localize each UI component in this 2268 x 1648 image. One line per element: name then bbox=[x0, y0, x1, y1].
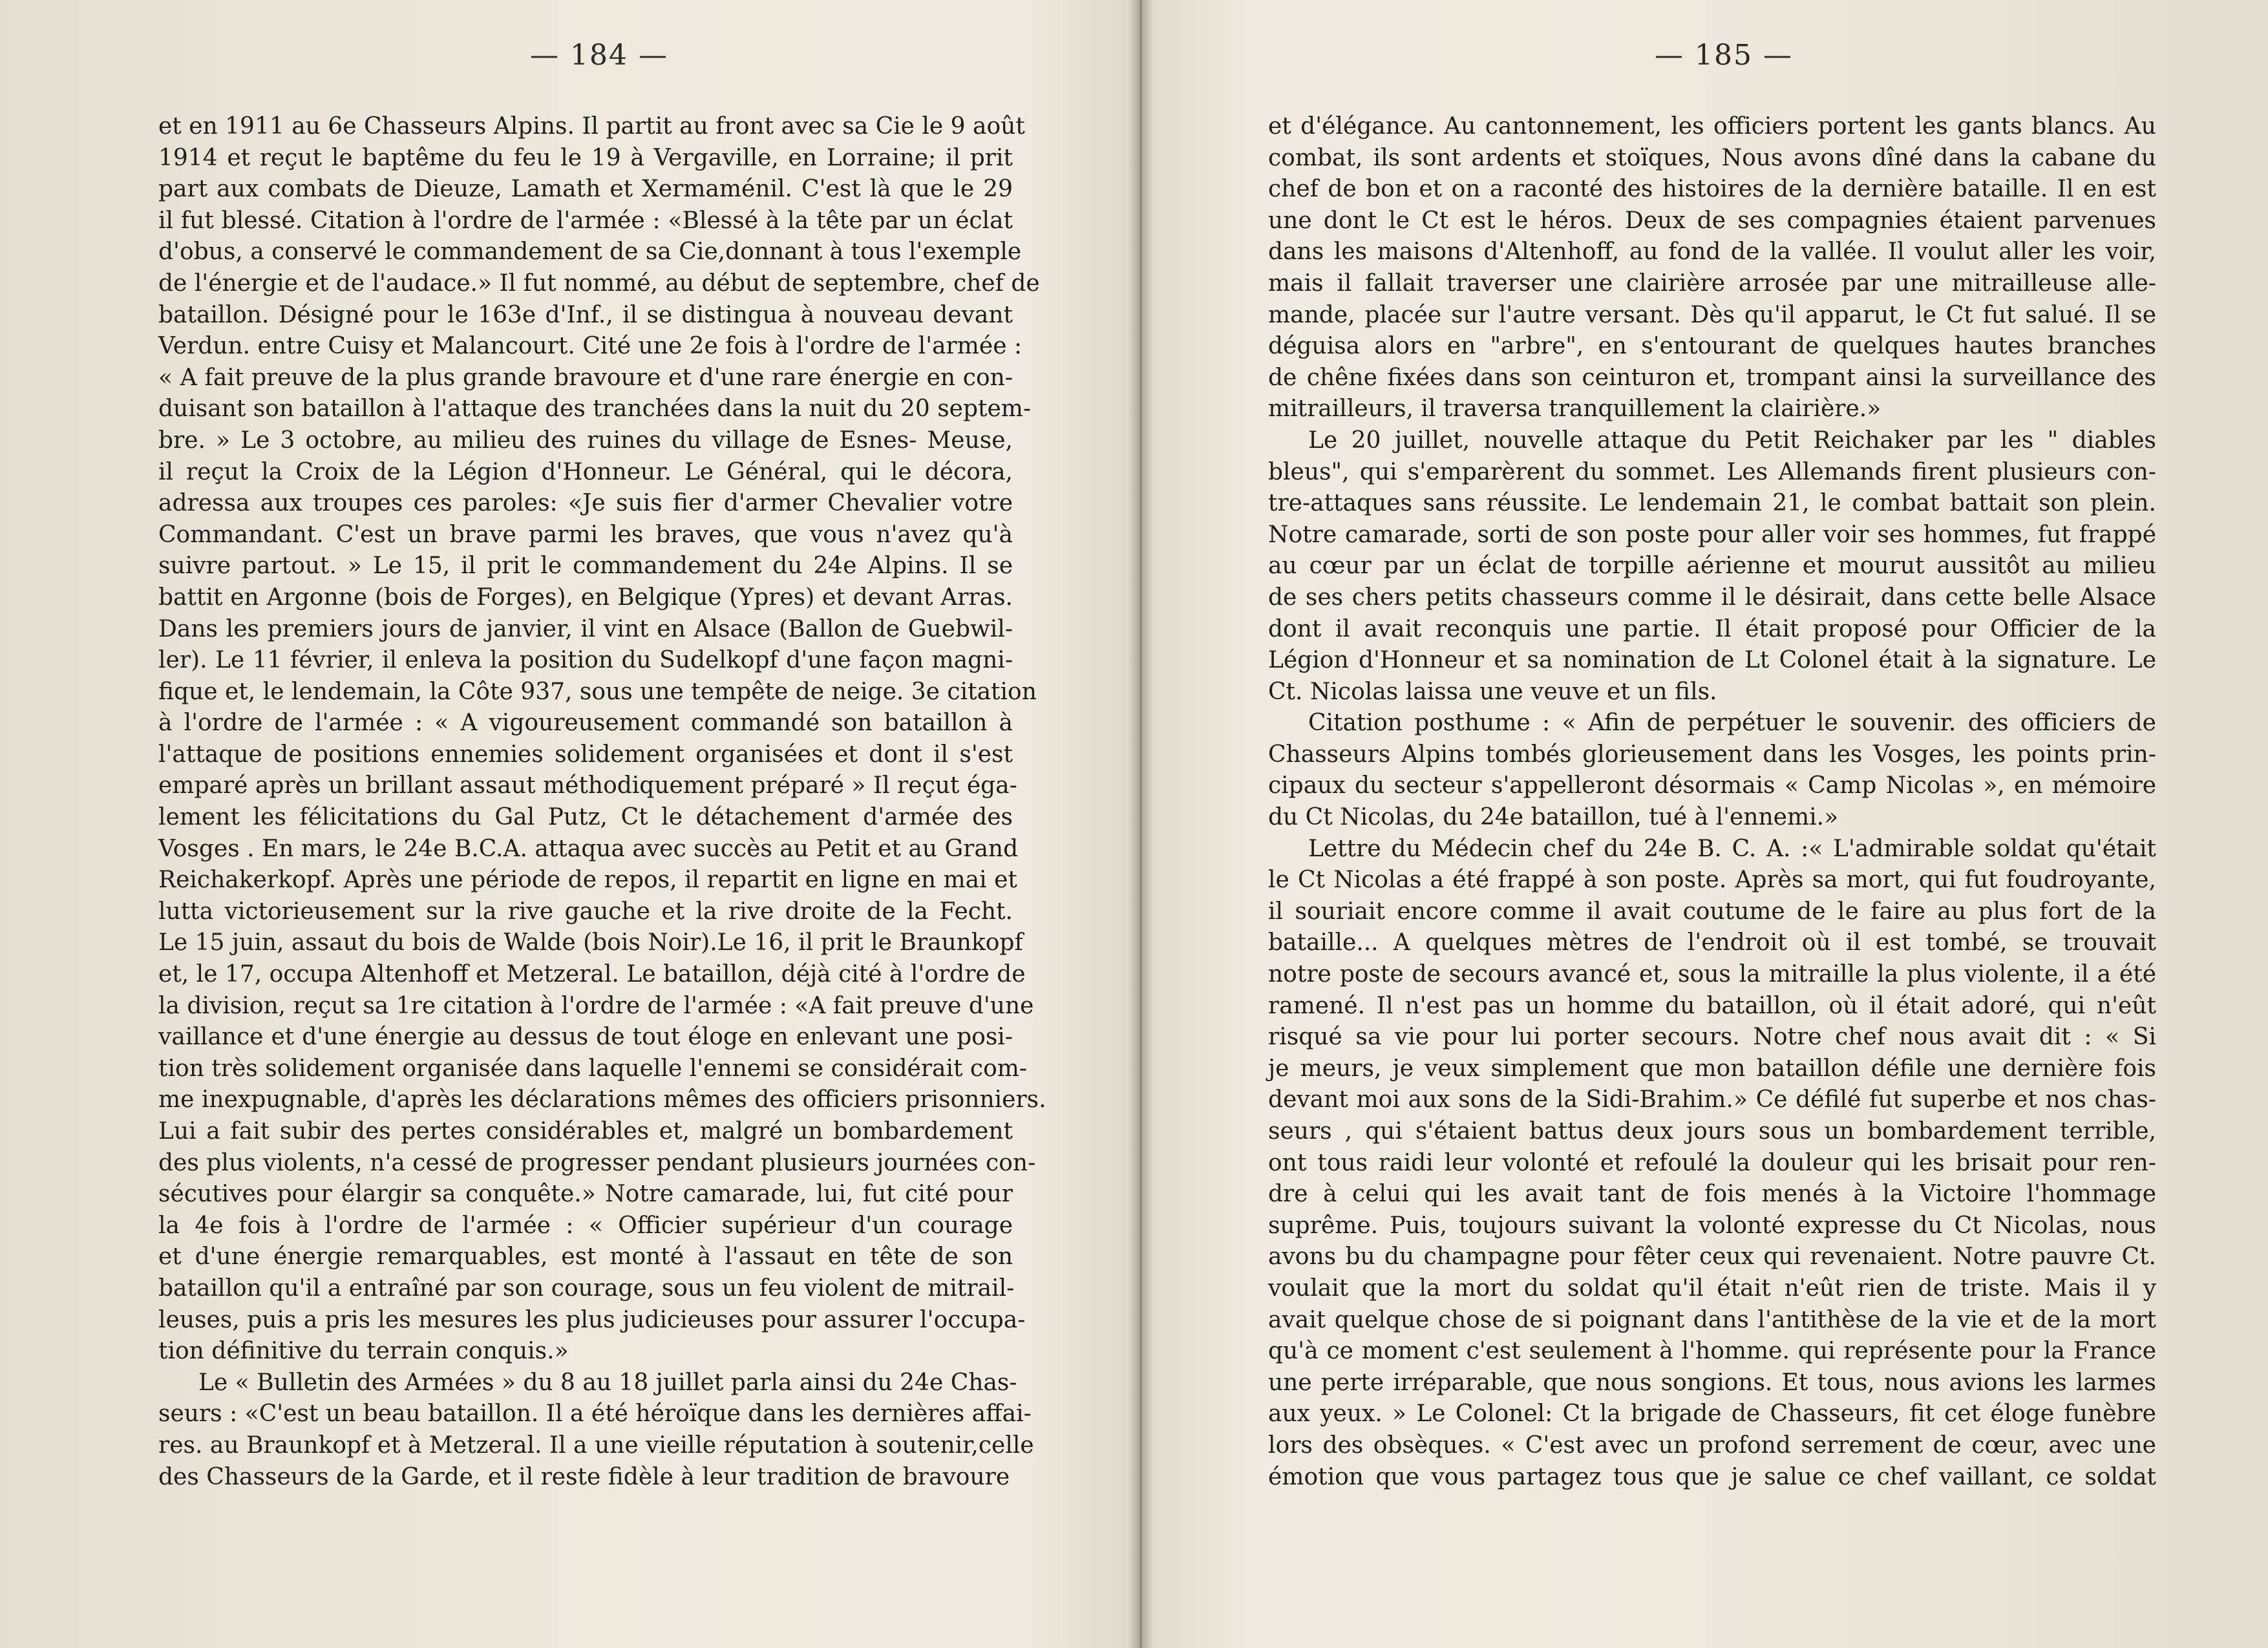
text-line: vaillance et d'une énergie au dessus de tout éloge en enlevant une posi- bbox=[158, 1024, 1013, 1051]
text-line: bataillon. Désigné pour le 163e d'Inf., il se distingua à nouveau devant bbox=[158, 301, 1013, 328]
text-line: seurs , qui s'étaient battus deux jours sous un bombardement terrible, bbox=[1268, 1118, 2156, 1145]
text-line: le Ct Nicolas a été frappé à son poste. Après sa mort, qui fut foudroyante, bbox=[1268, 867, 2156, 894]
text-line: et d'élégance. Au cantonnement, les officiers portent les gants blancs. Au bbox=[1268, 113, 2156, 140]
text-line: d'obus, a conservé le commandement de sa Cie,donnant à tous l'exemple bbox=[158, 238, 1022, 266]
text-line: lement les félicitations du Gal Putz, Ct le détachement d'armée des bbox=[158, 804, 1013, 831]
text-line: émotion que vous partagez tous que je salue ce chef vaillant, ce soldat bbox=[1268, 1463, 2156, 1490]
text-line: Verdun. entre Cuisy et Malancourt. Cité une 2e fois à l'ordre de l'armée : bbox=[158, 333, 1023, 360]
text-line: Commandant. C'est un brave parmi les braves, que vous n'avez qu'à bbox=[158, 521, 1013, 548]
text-line: Le 15 juin, assaut du bois de Walde (bois Noir).Le 16, il prit le Braunkopf bbox=[158, 929, 1023, 956]
text-line: dont il avait reconquis une partie. Il était proposé pour Officier de la bbox=[1268, 615, 2156, 642]
text-line: il souriait encore comme il avait coutume de le faire au plus fort de la bbox=[1268, 898, 2156, 925]
text-line: Notre camarade, sorti de son poste pour aller voir ses hommes, fut frappé bbox=[1268, 521, 2156, 548]
text-line: mande, placée sur l'autre versant. Dès qu'il apparut, le Ct fut salué. Il se bbox=[1268, 301, 2156, 328]
text-line: mais il fallait traverser une clairière arrosée par une mitrailleuse alle- bbox=[1268, 269, 2156, 297]
text-line: adressa aux troupes ces paroles: «Je suis fier d'armer Chevalier votre bbox=[158, 490, 1013, 517]
text-line: de ses chers petits chasseurs comme il le désirait, dans cette belle Alsace bbox=[1268, 584, 2156, 611]
text-line: avait quelque chose de si poignant dans l'antithèse de la vie et de la mort bbox=[1268, 1306, 2156, 1333]
text-line: mitrailleurs, il traversa tranquillement la clairière.» bbox=[1268, 396, 1881, 423]
text-line: Lettre du Médecin chef du 24e B. C. A. :« L'admirable soldat qu'était bbox=[1308, 835, 2156, 862]
text-line: aux yeux. » Le Colonel: Ct la brigade de Chasseurs, fit cet éloge funèbre bbox=[1268, 1400, 2156, 1428]
text-line: et d'une énergie remarquables, est monté à l'assaut en tête de son bbox=[158, 1243, 1013, 1271]
text-line: « A fait preuve de la plus grande bravoure et d'une rare énergie en con- bbox=[158, 364, 1013, 391]
text-line: la 4e fois à l'ordre de l'armée : « Officier supérieur d'un courage bbox=[158, 1212, 1013, 1239]
text-line: de l'énergie et de l'audace.» Il fut nommé, au début de septembre, chef de bbox=[158, 269, 1040, 297]
text-line: lors des obsèques. « C'est avec un profond serrement de cœur, avec une bbox=[1268, 1431, 2156, 1459]
text-line: emparé après un brillant assaut méthodiquement préparé » Il reçut éga- bbox=[158, 772, 1017, 799]
text-line: Le « Bulletin des Armées » du 8 au 18 juillet parla ainsi du 24e Chas- bbox=[198, 1369, 1017, 1396]
text-line: tion définitive du terrain conquis.» bbox=[158, 1338, 569, 1365]
left-page bbox=[0, 0, 1131, 1648]
text-line: une dont le Ct est le héros. Deux de ses compagnies étaient parvenues bbox=[1268, 207, 2156, 234]
text-line: une perte irréparable, que nous songions. Et tous, nous avions les larmes bbox=[1268, 1369, 2156, 1396]
text-line: risqué sa vie pour lui porter secours. Notre chef nous avait dit : « Si bbox=[1268, 1024, 2156, 1051]
text-line: et, le 17, occupa Altenhoff et Metzeral. Le bataillon, déjà cité à l'ordre de bbox=[158, 961, 1026, 988]
text-line: Dans les premiers jours de janvier, il vint en Alsace (Ballon de Guebwil- bbox=[158, 615, 1013, 642]
text-line: part aux combats de Dieuze, Lamath et Xermaménil. C'est là que le 29 bbox=[158, 176, 1013, 203]
page-number: — 184 — bbox=[530, 39, 668, 72]
right-page bbox=[1150, 0, 2268, 1648]
text-line: des Chasseurs de la Garde, et il reste fidèle à leur tradition de bravoure bbox=[158, 1463, 1010, 1490]
text-line: la division, reçut sa 1re citation à l'ordre de l'armée : «A fait preuve d'une bbox=[158, 992, 1034, 1019]
text-line: notre poste de secours avancé et, sous la mitraille la plus violente, il a été bbox=[1268, 961, 2156, 988]
text-line: Vosges . En mars, le 24e B.C.A. attaqua avec succès au Petit et au Grand bbox=[158, 835, 1019, 862]
text-line: seurs : «C'est un beau bataillon. Il a été héroïque dans les dernières affai- bbox=[158, 1400, 1032, 1428]
page-body bbox=[1268, 111, 2156, 1493]
text-line: ler). Le 11 février, il enleva la position du Sudelkopf d'une façon magni- bbox=[158, 647, 1013, 674]
text-line: du Ct Nicolas, du 24e bataillon, tué à l'ennemi.» bbox=[1268, 804, 1839, 831]
text-line: Reichakerkopf. Après une période de repos, il repartit en ligne en mai et bbox=[158, 867, 1017, 894]
text-line: cipaux du secteur s'appelleront désormais « Camp Nicolas », en mémoire bbox=[1268, 772, 2156, 799]
text-line: Légion d'Honneur et sa nomination de Lt Colonel était à la signature. Le bbox=[1268, 647, 2156, 674]
text-line: dre à celui qui les avait tant de fois menés à la Victoire l'hommage bbox=[1268, 1181, 2156, 1208]
text-line: bleus", qui s'emparèrent du sommet. Les Allemands firent plusieurs con- bbox=[1268, 458, 2156, 485]
text-line: voulait que la mort du soldat qu'il était n'eût rien de triste. Mais il y bbox=[1268, 1274, 2156, 1302]
text-line: suivre partout. » Le 15, il prit le commandement du 24e Alpins. Il se bbox=[158, 553, 1013, 580]
text-line: de chêne fixées dans son ceinturon et, trompant ainsi la surveillance des bbox=[1268, 364, 2156, 391]
text-line: Chasseurs Alpins tombés glorieusement dans les Vosges, les points prin- bbox=[1268, 741, 2156, 768]
text-line: combat, ils sont ardents et stoïques, Nous avons dîné dans la cabane du bbox=[1268, 144, 2156, 171]
text-line: ont tous raidi leur volonté et refoulé la douleur qui les brisait pour ren- bbox=[1268, 1149, 2156, 1176]
text-line: battit en Argonne (bois de Forges), en Belgique (Ypres) et devant Arras. bbox=[158, 584, 1013, 611]
text-line: avons bu du champagne pour fêter ceux qui revenaient. Notre pauvre Ct. bbox=[1268, 1243, 2156, 1271]
text-line: bataillon qu'il a entraîné par son courage, sous un feu violent de mitrail- bbox=[158, 1274, 1015, 1302]
text-line: au cœur par un éclat de torpille aérienne et mourut aussitôt au milieu bbox=[1268, 553, 2156, 580]
text-line: il fut blessé. Citation à l'ordre de l'armée : «Blessé à la tête par un éclat bbox=[158, 207, 1013, 234]
text-line: fique et, le lendemain, la Côte 937, sous une tempête de neige. 3e citation bbox=[158, 678, 1037, 705]
page-body bbox=[158, 111, 1046, 1493]
text-line: Le 20 juillet, nouvelle attaque du Petit Reichaker par les " diables bbox=[1308, 427, 2156, 454]
text-line: je meurs, je veux simplement que mon bataillon défile une dernière fois bbox=[1268, 1055, 2156, 1082]
text-line: chef de bon et on a raconté des histoires de la dernière bataille. Il en est bbox=[1268, 176, 2156, 203]
text-line: duisant son bataillon à l'attaque des tranchées dans la nuit du 20 septem- bbox=[158, 396, 1032, 423]
text-line: devant moi aux sons de la Sidi-Brahim.» Ce défilé fut superbe et nos chas- bbox=[1268, 1086, 2156, 1114]
text-line: me inexpugnable, d'après les déclarations mêmes des officiers prisonniers. bbox=[158, 1086, 1046, 1114]
text-line: Citation posthume : « Afin de perpétuer le souvenir. des officiers de bbox=[1308, 710, 2156, 737]
text-line: leuses, puis a pris les mesures les plus judicieuses pour assurer l'occupa- bbox=[158, 1306, 1026, 1333]
text-line: déguisa alors en "arbre", en s'entourant de quelques hautes branches bbox=[1268, 333, 2156, 360]
text-line: dans les maisons d'Altenhoff, au fond de la vallée. Il voulut aller les voir, bbox=[1268, 238, 2156, 266]
text-line: Lui a fait subir des pertes considérables et, malgré un bombardement bbox=[158, 1118, 1013, 1145]
text-line: lutta victorieusement sur la rive gauche et la rive droite de la Fecht. bbox=[158, 898, 1013, 925]
text-line: res. au Braunkopf et à Metzeral. Il a une vieille réputation à soutenir,celle bbox=[158, 1431, 1034, 1459]
text-line: sécutives pour élargir sa conquête.» Notre camarade, lui, fut cité pour bbox=[158, 1181, 1013, 1208]
text-line: des plus violents, n'a cessé de progresser pendant plusieurs journées con- bbox=[158, 1149, 1036, 1176]
text-line: suprême. Puis, toujours suivant la volonté expresse du Ct Nicolas, nous bbox=[1268, 1212, 2156, 1239]
text-line: bre. » Le 3 octobre, au milieu des ruines du village de Esnes- Meuse, bbox=[158, 427, 1013, 454]
book-gutter bbox=[1128, 0, 1154, 1648]
text-line: qu'à ce moment c'est seulement à l'homme. qui représente pour la France bbox=[1268, 1338, 2156, 1365]
text-line: ramené. Il n'est pas un homme du bataillon, où il était adoré, qui n'eût bbox=[1268, 992, 2156, 1019]
page-number: — 185 — bbox=[1655, 39, 1793, 72]
text-line: il reçut la Croix de la Légion d'Honneur. Le Général, qui le décora, bbox=[158, 458, 1013, 485]
text-line: 1914 et reçut le baptême du feu le 19 à Vergaville, en Lorraine; il prit bbox=[158, 144, 1013, 171]
text-line: Ct. Nicolas laissa une veuve et un fils. bbox=[1268, 678, 1717, 705]
text-line: à l'ordre de l'armée : « A vigoureusement commandé son bataillon à bbox=[158, 710, 1013, 737]
text-line: bataille... A quelques mètres de l'endroit où il est tombé, se trouvait bbox=[1268, 929, 2156, 956]
text-line: l'attaque de positions ennemies solidement organisées et dont il s'est bbox=[158, 741, 1013, 768]
text-line: tre-attaques sans réussite. Le lendemain 21, le combat battait son plein. bbox=[1268, 490, 2156, 517]
text-line: et en 1911 au 6e Chasseurs Alpins. Il partit au front avec sa Cie le 9 août bbox=[158, 113, 1025, 140]
text-line: tion très solidement organisée dans laquelle l'ennemi se considérait com- bbox=[158, 1055, 1028, 1082]
